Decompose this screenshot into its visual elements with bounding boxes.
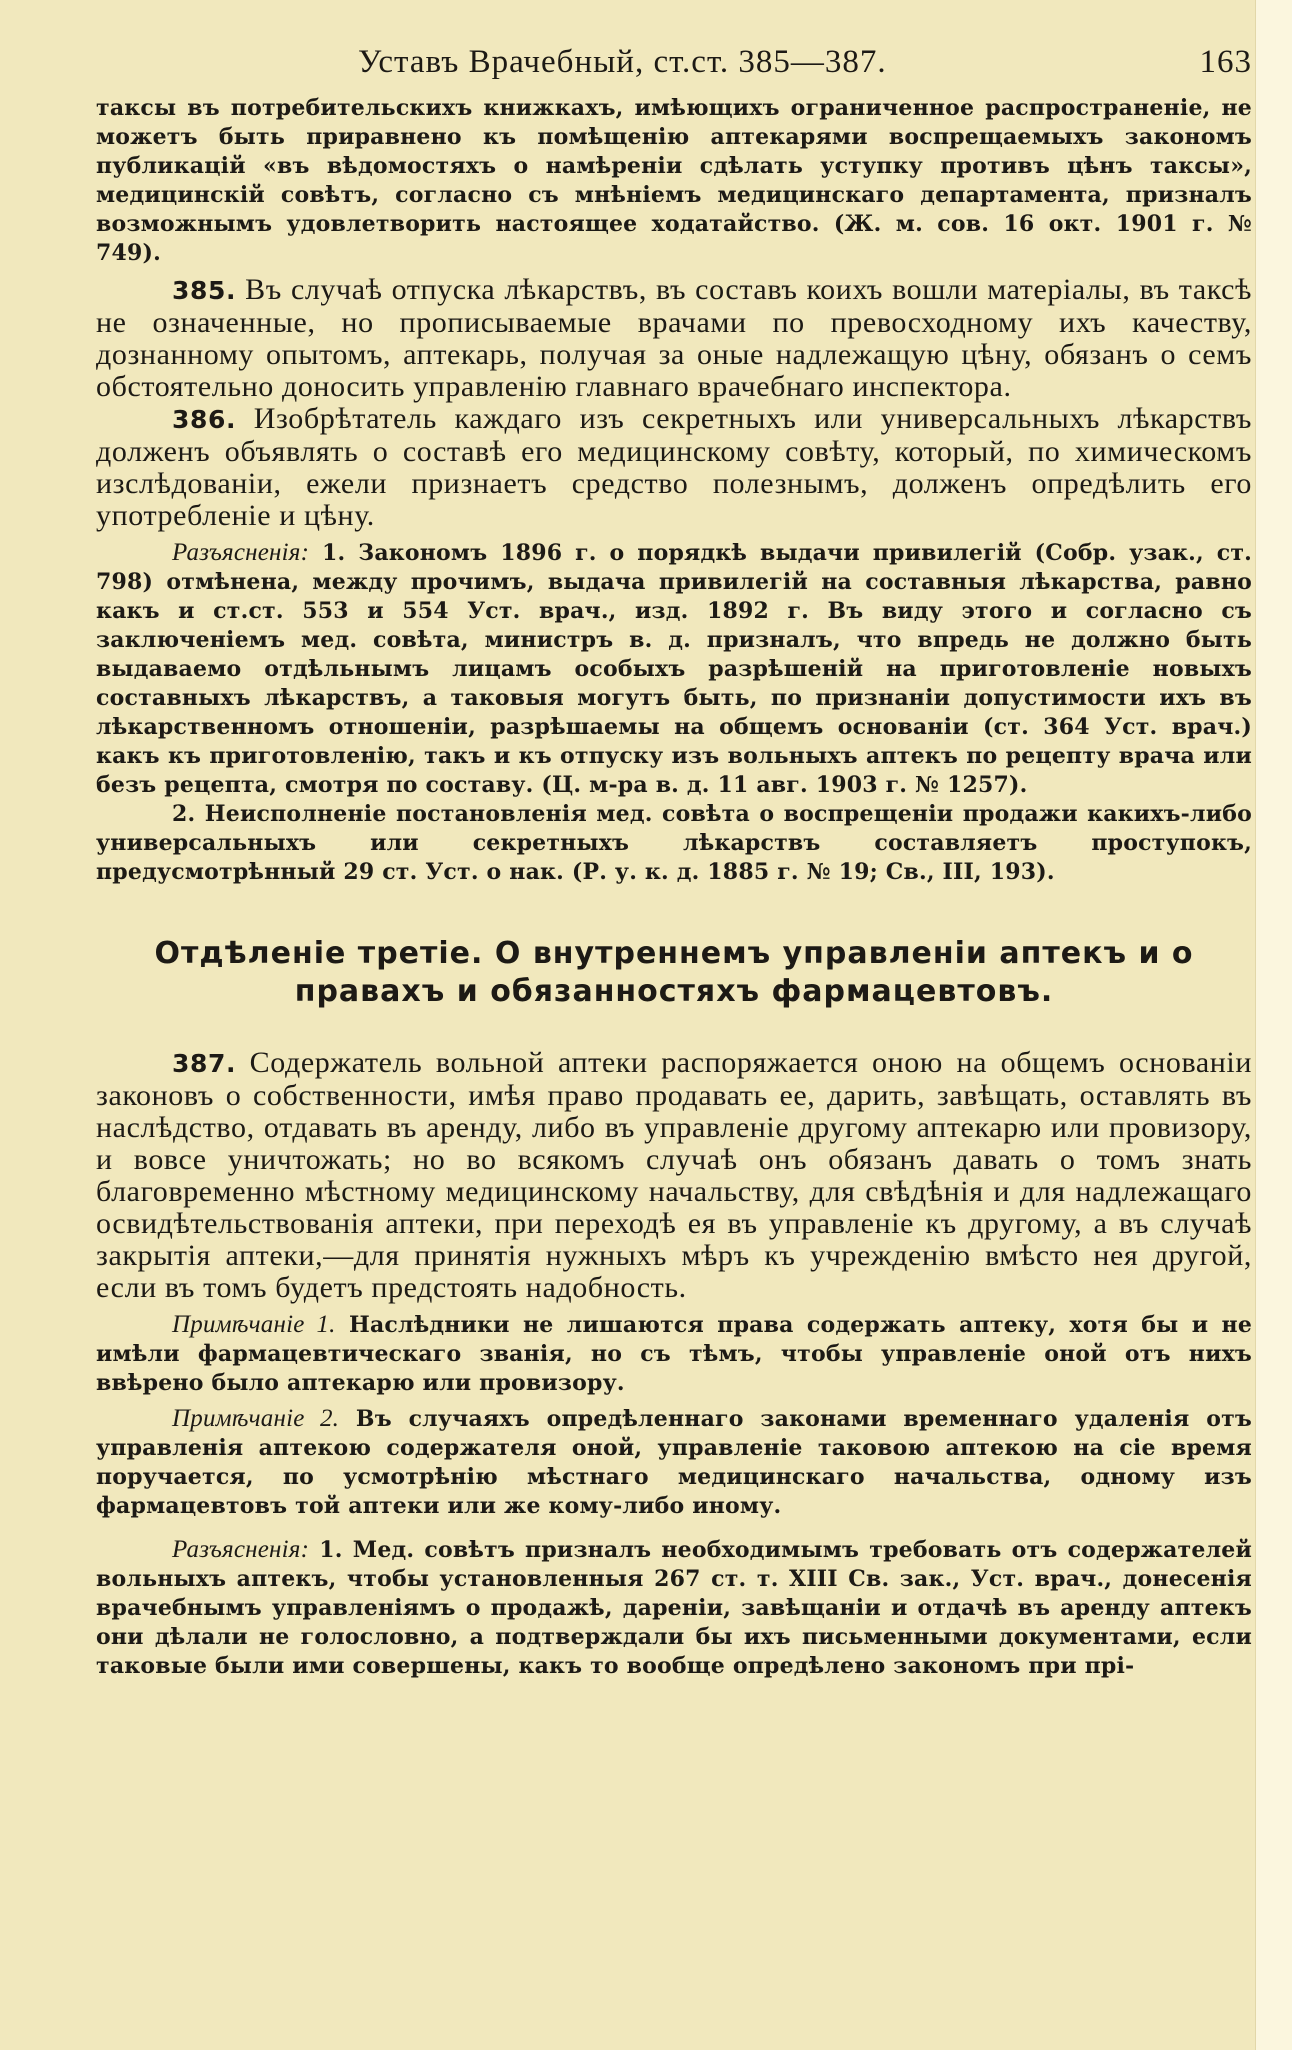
- note-2: [96, 1404, 1252, 1521]
- page-number: 163: [1199, 44, 1252, 80]
- article-386-text: Изобрѣтатель каждаго изъ секретныхъ или универсальныхъ лѣкарствъ долженъ объявлять о составѣ его медицинскому совѣту, который, по химическомъ изслѣдованіи, ежели признаетъ средство полезнымъ, долженъ опредѣлить его употребленіе и цѣну.: [96, 402, 1252, 532]
- article-386-explanation-label: Разъясненія:: [172, 539, 310, 566]
- opening-paragraph: таксы въ потребительскихъ книжкахъ, имѣющихъ ограниченное распространеніе, не можетъ быть приравнено къ помѣщенію аптекарями воспрещаемыхъ закономъ публикацій «въ вѣдомостяхъ о намѣреніи сдѣлать уступку противъ цѣнъ таксы», медицинскій совѣтъ, согласно съ мнѣніемъ медицинскаго департамента, призналъ возможнымъ удовлетворить настоящее ходатайство. (Ж. м. сов. 16 окт. 1901 г. № 749).: [96, 95, 1252, 266]
- article-387-text: Содержатель вольной аптеки распоряжается оною на общемъ основаніи законовъ о собственности, имѣя право продавать ее, дарить, завѣщать, оставлять въ наслѣдство, отдавать въ аренду, либо въ управленіе другому аптекарю или провизору, и вовсе уничтожать; но во всякомъ случаѣ онъ обязанъ давать о томъ знать благовременно мѣстному медицинскому начальству, для свѣдѣнія и для надлежащаго освидѣтельствованія аптеки, при переходѣ ея въ управленіе къ другому, а въ случаѣ закрытія аптеки,—для принятія нужныхъ мѣръ къ учрежденію вмѣсто нея другой, если въ томъ будетъ предстоять надобность.: [96, 1046, 1252, 1304]
- article-385: [96, 274, 1252, 403]
- article-387: [96, 1047, 1252, 1304]
- page-edge: [1255, 0, 1292, 2050]
- article-387-explanation-1-text: 1. Мед. совѣтъ призналъ необходимымъ требовать отъ содержателей вольныхъ аптекъ, чтобы установленныя 267 ст. т. XIII Св. зак., Уст. врач., донесенія врачебнымъ управленіямъ о продажѣ, дареніи, завѣщаніи и отдачѣ въ аренду аптекъ они дѣлали не голословно, а подтверждали бы ихъ письменными документами, если таковые были ими совершены, какъ то вообще опредѣлено закономъ при прі-: [96, 1537, 1253, 1679]
- article-387-explanation-label: Разъясненія:: [172, 1536, 310, 1563]
- article-386-number: 386.: [172, 405, 237, 434]
- article-386-explanation-2: 2. Неисполненіе постановленія мед. совѣта о воспрещеніи продажи какихъ-либо универсальныхъ или секретныхъ лѣкарствъ составляетъ проступокъ, предусмотрѣнный 29 ст. Уст. о нак. (Р. у. к. д. 1885 г. № 19; Св., III, 193).: [96, 801, 1252, 885]
- note-1-label: Примѣчаніе 1.: [172, 1311, 336, 1338]
- article-385-text: Въ случаѣ отпуска лѣкарствъ, въ составъ коихъ вошли матеріалы, въ таксѣ не означенные, но прописываемые врачами по превосходному ихъ качеству, дознанному опытомъ, аптекарь, получая за оные надлежащую цѣну, обязанъ о семъ обстоятельно доносить управленію главнаго врачебнаго инспектора.: [96, 273, 1252, 403]
- article-387-explanation-1: [96, 1535, 1252, 1681]
- section-heading-line-1: Отдѣленіе третіе. О внутреннемъ управленіи аптекъ и о: [154, 936, 1194, 971]
- note-1: [96, 1310, 1252, 1398]
- note-2-text: Въ случаяхъ опредѣленнаго законами временнаго удаленія отъ управленія аптекою содержателя оной, управленіе таковою аптекою на сіе время поручается, по усмотрѣнію мѣстнаго медицинскаго начальства, одному изъ фармацевтовъ той аптеки или же кому-либо иному.: [96, 1406, 1253, 1519]
- section-heading-line-2: правахъ и обязанностяхъ фармацевтовъ.: [294, 974, 1054, 1009]
- note-2-label: Примѣчаніе 2.: [172, 1405, 340, 1432]
- page-content: [96, 38, 1252, 1681]
- note-1-text: Наслѣдники не лишаются права содержать аптеку, хотя бы и не имѣли фармацевтическаго званія, но съ тѣмъ, чтобы управленіе оной отъ нихъ ввѣрено было аптекарю или провизору.: [96, 1312, 1253, 1396]
- running-head: [96, 38, 1252, 94]
- article-385-number: 385.: [172, 276, 237, 305]
- running-title: Уставъ Врачебный, ст.ст. 385—387.: [358, 44, 887, 80]
- article-386: [96, 403, 1252, 532]
- article-386-explanation-1-text: 1. Закономъ 1896 г. о порядкѣ выдачи привилегій (Собр. узак., ст. 798) отмѣнена, между прочимъ, выдача привилегій на составныя лѣкарства, равно какъ и ст.ст. 553 и 554 Уст. врач., изд. 1892 г. Въ виду этого и согласно съ заключеніемъ мед. совѣта, министръ в. д. призналъ, что впредь не должно быть выдаваемо отдѣльнымъ лицамъ особыхъ разрѣшеній на приготовленіе новыхъ составныхъ лѣкарствъ, а таковыя могутъ быть, по признаніи допустимости ихъ въ лѣкарственномъ отношеніи, разрѣшаемы на общемъ основаніи (ст. 364 Уст. врач.) какъ къ приготовленію, такъ и къ отпуску изъ вольныхъ аптекъ по рецепту врача или безъ рецепта, смотря по составу. (Ц. м-ра в. д. 11 авг. 1903 г. № 1257).: [96, 540, 1253, 798]
- article-387-number: 387.: [172, 1049, 237, 1078]
- article-386-explanation-1: [96, 538, 1252, 800]
- section-heading: [96, 935, 1252, 1011]
